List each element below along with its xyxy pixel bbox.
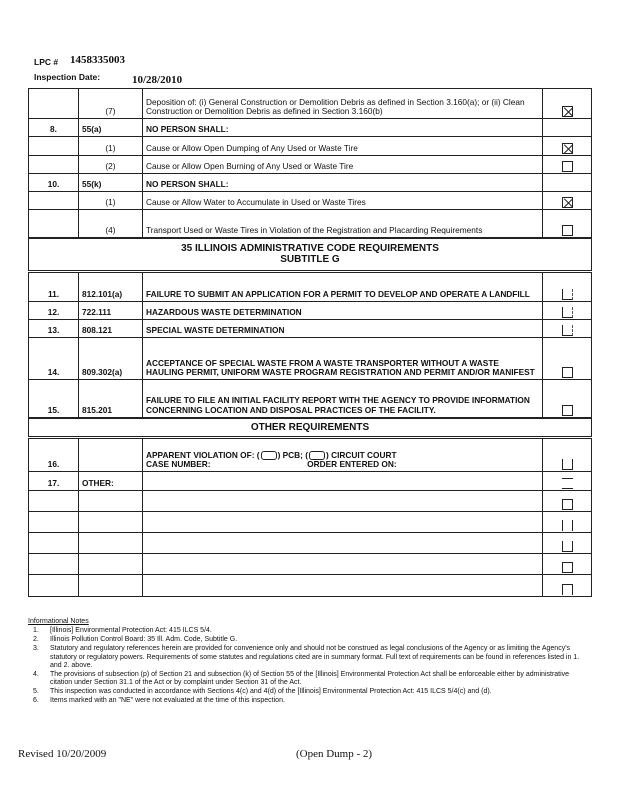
lpc-label: LPC # — [34, 57, 59, 67]
row-citation: OTHER: — [79, 472, 143, 491]
inspection-date-row — [34, 72, 183, 86]
notes-list — [28, 627, 588, 705]
row-citation: 55(a) — [79, 119, 143, 137]
other-field[interactable] — [143, 491, 543, 512]
lpc-number-row — [34, 54, 125, 67]
table-row — [29, 575, 592, 597]
row-number: 17. — [29, 472, 79, 491]
checkbox[interactable] — [562, 197, 573, 208]
other-field[interactable] — [143, 512, 543, 533]
revised-date: Revised 10/20/2009 — [18, 748, 107, 760]
checkbox[interactable] — [562, 459, 573, 470]
row-sub: (1) — [79, 137, 143, 156]
row-number: 12. — [29, 302, 79, 320]
row-text: SPECIAL WASTE DETERMINATION — [143, 320, 543, 338]
checkbox[interactable] — [562, 161, 573, 172]
row-text: FAILURE TO FILE AN INITIAL FACILITY REPORT WITH THE AGENCY TO PROVIDE INFORMATION CONCERNING LOCATION AND DISPOSAL PRACTICES OF THE FACILITY. — [143, 380, 543, 418]
checklist-table — [28, 88, 592, 597]
apparent-violation-label: APPARENT VIOLATION OF: — [146, 449, 255, 460]
checkbox[interactable] — [562, 225, 573, 236]
row-citation: 812.101(a) — [79, 272, 143, 302]
table-row — [29, 156, 592, 174]
page-label: (Open Dump - 2) — [296, 748, 373, 760]
table-row — [29, 174, 592, 192]
note-item: 2. Illinois Pollution Control Board: 35 Ill. Adm. Code, Subtitle G. — [33, 636, 238, 644]
checkbox[interactable] — [562, 106, 573, 117]
row-sub: (4) — [79, 210, 143, 238]
row-citation: 55(k) — [79, 174, 143, 192]
row-sub: (2) — [79, 156, 143, 174]
other-field[interactable] — [143, 472, 543, 491]
section-heading-row — [29, 418, 592, 438]
row-text: NO PERSON SHALL: — [143, 119, 543, 137]
table-row — [29, 302, 592, 320]
row-number: 14. — [29, 338, 79, 380]
order-entered-label: ORDER ENTERED ON: — [307, 459, 397, 470]
section-heading-row — [29, 238, 592, 272]
row-citation: 808.121 — [79, 320, 143, 338]
table-row — [29, 89, 592, 119]
row-text: Cause or Allow Open Dumping of Any Used or Waste Tire — [143, 137, 543, 156]
section-subtitle: SUBTITLE G — [280, 254, 340, 266]
table-row — [29, 380, 592, 418]
lpc-value: 1458335003 — [70, 54, 125, 66]
row-number: 8. — [29, 119, 79, 137]
checkbox[interactable] — [562, 478, 573, 489]
notes-title: Informational Notes — [28, 618, 89, 625]
circuit-court-label: CIRCUIT COURT — [331, 449, 397, 460]
section-title: 35 ILLINOIS ADMINISTRATIVE CODE REQUIREMENTS — [181, 242, 439, 254]
section-title: OTHER REQUIREMENTS — [29, 418, 592, 438]
row-text: ACCEPTANCE OF SPECIAL WASTE FROM A WASTE TRANSPORTER WITHOUT A WASTE HAULING PERMIT, UNIFORM WASTE PROGRAM REGISTRATION AND PERMIT AND/OR MANIFEST — [143, 338, 543, 380]
table-row — [29, 210, 592, 238]
note-item: 5. This inspection was conducted in accordance with Sections 4(c) and 4(d) of the [Illinois] Environmental Protection Act: 415 ILCS 5/4(c) and (d). — [33, 688, 492, 696]
row-text: HAZARDOUS WASTE DETERMINATION — [143, 302, 543, 320]
row-citation: 722.111 — [79, 302, 143, 320]
table-row — [29, 192, 592, 210]
row-text: Transport Used or Waste Tires in Violation of the Registration and Placarding Requirements — [143, 210, 543, 238]
table-row — [29, 272, 592, 302]
other-field[interactable] — [143, 554, 543, 575]
row-number: 15. — [29, 380, 79, 418]
pcb-checkbox[interactable] — [261, 451, 277, 460]
row-citation: 809.302(a) — [79, 338, 143, 380]
checkbox[interactable] — [562, 289, 573, 300]
inspection-date-value: 10/28/2010 — [132, 74, 183, 86]
note-item: 6. Items marked with an "NE" were not evaluated at the time of this inspection. — [33, 697, 285, 705]
checkbox[interactable] — [562, 307, 573, 318]
table-row — [29, 472, 592, 491]
row-text: Cause or Allow Water to Accumulate in Used or Waste Tires — [143, 192, 543, 210]
checkbox[interactable] — [562, 367, 573, 378]
pcb-label: PCB; — [282, 449, 303, 460]
table-row — [29, 554, 592, 575]
apparent-violation-cell: APPARENT VIOLATION OF: ( ) PCB; ( ) CIRCUIT COURT CASE NUMBER: ORDER ENTERED ON: — [143, 438, 543, 472]
note-item: 1. [Illinois] Environmental Protection Act: 415 ILCS 5/4. — [33, 627, 212, 635]
row-sub: (7) — [79, 89, 143, 119]
note-item: 3. Statutory and regulatory references herein are provided for convenience only and should not be construed as legal conclusions of the Agency or as limiting the Agency's statutory or regulatory powers. Requirements of some statutes and regulations cited are in summary format. Full text of requirements can be found in references listed in 1. and 2. above. — [33, 645, 580, 669]
table-row — [29, 320, 592, 338]
checkbox[interactable] — [562, 562, 573, 573]
informational-notes — [28, 618, 588, 706]
row-number: 16. — [29, 438, 79, 472]
table-row — [29, 491, 592, 512]
row-text: FAILURE TO SUBMIT AN APPLICATION FOR A PERMIT TO DEVELOP AND OPERATE A LANDFILL — [143, 272, 543, 302]
checkbox[interactable] — [562, 143, 573, 154]
other-field[interactable] — [143, 533, 543, 554]
table-row — [29, 137, 592, 156]
checkbox[interactable] — [562, 499, 573, 510]
case-number-label: CASE NUMBER: — [146, 459, 211, 470]
row-citation: 815.201 — [79, 380, 143, 418]
note-item: 4. The provisions of subsection (p) of Section 21 and subsection (k) of Section 55 of the [Illinois] Environmental Protection Act shall be enforceable either by administrative citation under Section 31.1 of the Act or by complaint under Section 31 of the Act. — [33, 670, 570, 687]
row-sub: (1) — [79, 192, 143, 210]
row-text: Deposition of: (i) General Construction or Demolition Debris as defined in Section 3.160(a); or (ii) Clean Construction or Demolition Debris as defined in Section 3.160(b) — [143, 89, 543, 119]
table-row — [29, 438, 592, 472]
row-number: 13. — [29, 320, 79, 338]
inspection-date-label: Inspection Date: — [34, 72, 101, 82]
table-row — [29, 533, 592, 554]
checkbox[interactable] — [562, 584, 573, 595]
checkbox[interactable] — [562, 541, 573, 552]
checkbox[interactable] — [562, 520, 573, 531]
row-text: NO PERSON SHALL: — [143, 174, 543, 192]
table-row — [29, 512, 592, 533]
table-row — [29, 119, 592, 137]
row-number: 11. — [29, 272, 79, 302]
other-field[interactable] — [143, 575, 543, 597]
row-number: 10. — [29, 174, 79, 192]
table-row — [29, 338, 592, 380]
checkbox[interactable] — [562, 325, 573, 336]
checkbox[interactable] — [562, 405, 573, 416]
row-text: Cause or Allow Open Burning of Any Used or Waste Tire — [143, 156, 543, 174]
